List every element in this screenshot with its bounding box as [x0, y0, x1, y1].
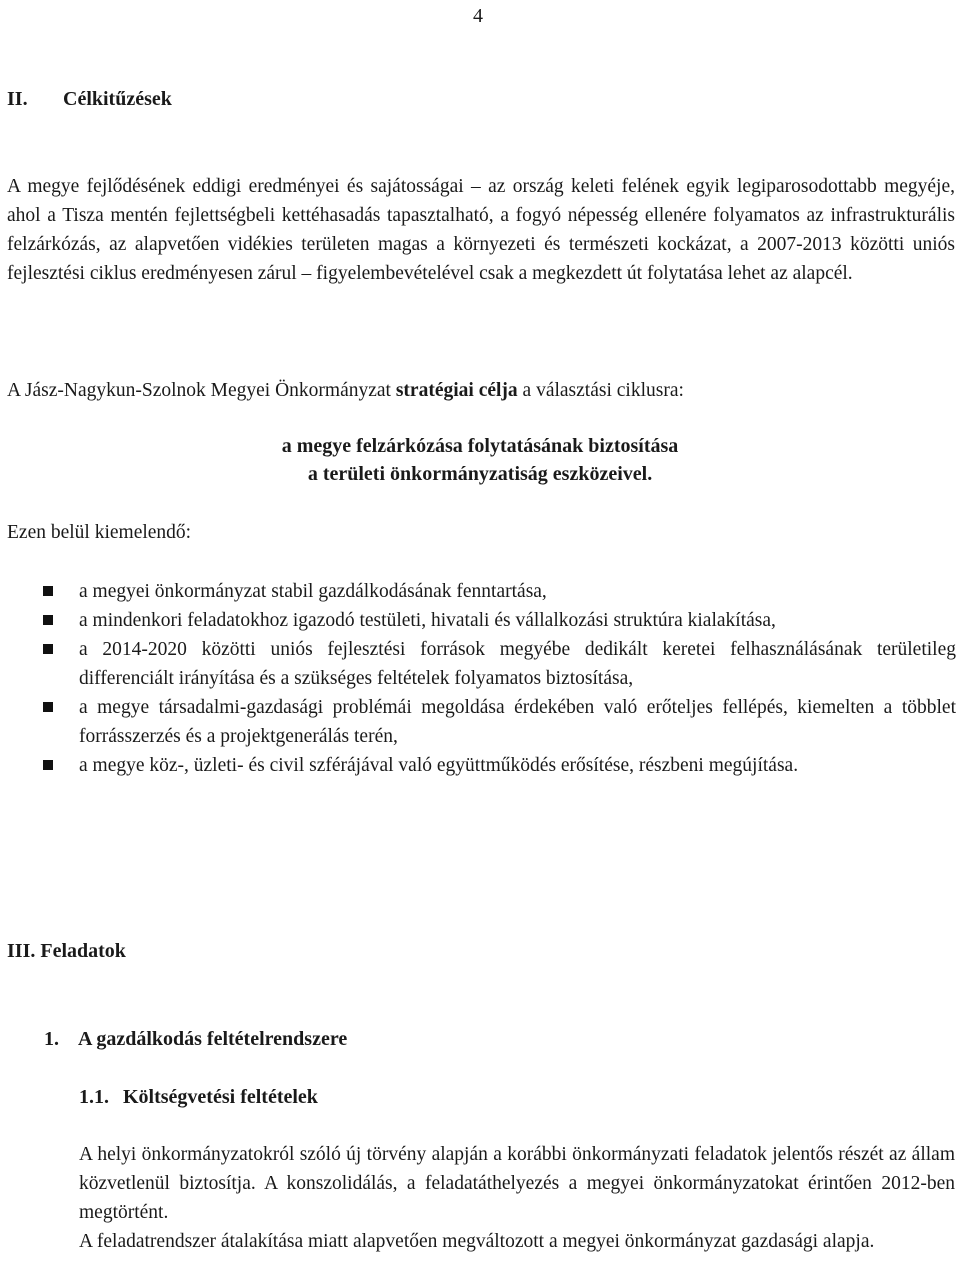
square-bullet-icon: [43, 586, 53, 596]
budget-paragraph-2: A feladatrendszer átalakítása miatt alapvetően megváltozott a megyei önkormányzat gazdasági alapja.: [79, 1231, 875, 1252]
subsection-title: A gazdálkodás feltételrendszere: [78, 1028, 348, 1050]
priority-list: [0, 577, 960, 780]
budget-conditions-body: [79, 1140, 955, 1256]
list-item: [0, 693, 956, 751]
square-bullet-icon: [43, 760, 53, 770]
square-bullet-icon: [43, 615, 53, 625]
goal-line-2: a területi önkormányzatiság eszközeivel.: [307, 463, 653, 485]
section-number: III.: [7, 940, 36, 962]
square-bullet-icon: [43, 644, 53, 654]
strategy-paragraph: [7, 376, 955, 405]
subsubsection-number: 1.1.: [79, 1086, 109, 1108]
subsection-heading: [44, 1025, 347, 1054]
section-title: Feladatok: [40, 940, 126, 962]
list-item: [0, 577, 956, 606]
list-item-text: a megyei önkormányzat stabil gazdálkodásának fenntartása,: [79, 581, 547, 602]
list-item: [0, 606, 956, 635]
section-title: Célkitűzések: [63, 88, 172, 110]
goal-line-1: a megye felzárkózása folytatásának biztosítása: [281, 435, 679, 457]
section-heading-feladatok: [7, 937, 126, 966]
intro-paragraph: A megye fejlődésének eddigi eredményei és sajátosságai – az ország keleti felének egyik legiparosodottabb megyéje, ahol a Tisza mentén fejlettségbeli kettéhasadás tapasztalható, a fogyó népesség ellenére folyamatos az infrastrukturális felzárkózás, az alapvetően vidékies területen magas a környezeti és természeti kockázat, a 2007-2013 közötti uniós fejlesztési ciklus eredményesen zárul – figyelembevételével csak a megkezdett út folytatása lehet az alapcél.: [7, 176, 955, 284]
subsubsection-title: Költségvetési feltételek: [123, 1086, 318, 1108]
list-item-text: a megye társadalmi-gazdasági problémái megoldása érdekében való erőteljes fellépés, kiemelten a többlet forrásszerzés és a projektgenerálás terén,: [79, 697, 956, 747]
page-number: 4: [473, 5, 483, 27]
subsubsection-heading: [79, 1083, 318, 1112]
list-item: [0, 751, 956, 780]
strategic-goal: [230, 432, 730, 488]
list-item-text: a megye köz-, üzleti- és civil szférájával való együttműködés erősítése, részbeni megújítása.: [79, 755, 799, 776]
highlight-lead: Ezen belül kiemelendő:: [7, 522, 192, 543]
list-item-text: a mindenkori feladatokhoz igazodó testületi, hivatali és vállalkozási struktúra kialakítása,: [79, 610, 776, 631]
square-bullet-icon: [43, 702, 53, 712]
strategy-emphasis: stratégiai célja: [395, 380, 518, 401]
list-item: [0, 635, 956, 693]
section-number: II.: [7, 88, 28, 110]
subsection-number: 1.: [44, 1028, 59, 1050]
strategy-text-pre: A Jász-Nagykun-Szolnok Megyei Önkormányzat: [7, 380, 396, 401]
strategy-text-post: a választási ciklusra:: [517, 380, 684, 401]
list-item-text: a 2014-2020 közötti uniós fejlesztési források megyébe dedikált keretei felhasználásának területileg differenciált irányítása és a szükséges feltételek folyamatos biztosítása,: [79, 639, 956, 689]
section-heading-celkituzesek: [7, 85, 172, 114]
budget-paragraph-1: A helyi önkormányzatokról szóló új törvény alapján a korábbi önkormányzati feladatok jelentős részét az állam közvetlenül biztosítja. A konszolidálás, a feladatáthelyezés a megyei önkormányzatokat érintően 2012-ben megtörtént.: [79, 1144, 955, 1223]
